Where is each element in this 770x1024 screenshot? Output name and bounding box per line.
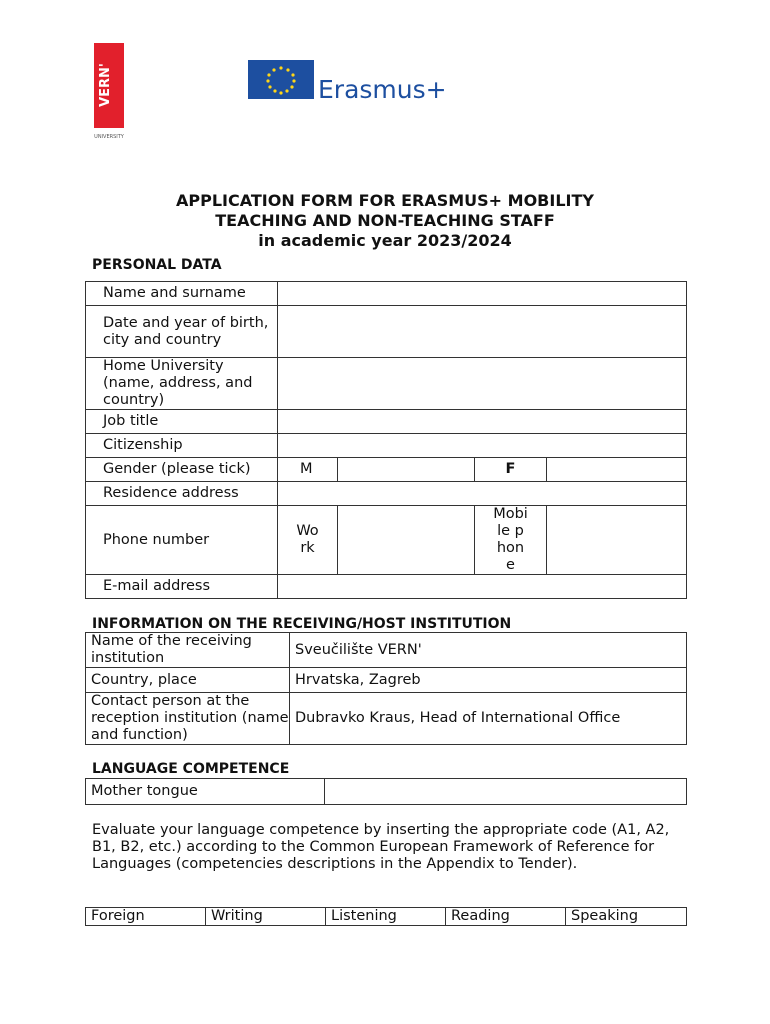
host-contact-value: Dubravko Kraus, Head of International Office [290, 693, 687, 745]
column-writing: Writing [206, 908, 326, 926]
citizenship-field[interactable] [278, 434, 687, 458]
residence-label: Residence address [86, 482, 278, 506]
host-contact-label: Contact person at the reception institution (name and function) [86, 693, 290, 745]
personal-data-table [85, 281, 687, 599]
vern-logo [94, 43, 124, 140]
dob-field[interactable] [278, 306, 687, 358]
phone-work-field[interactable] [338, 506, 475, 575]
gender-f-checkbox[interactable] [547, 458, 687, 482]
personal-data-heading: PERSONAL DATA [92, 257, 222, 273]
gender-label: Gender (please tick) [86, 458, 278, 482]
erasmus-logo-text: Erasmus+ [318, 75, 447, 102]
mother-tongue-table [85, 778, 687, 805]
dob-label: Date and year of birth, city and country [86, 306, 278, 358]
job-title-field[interactable] [278, 410, 687, 434]
host-country-label: Country, place [86, 668, 290, 693]
phone-mobile-field[interactable] [547, 506, 687, 575]
home-university-label: Home University (name, address, and country) [86, 358, 278, 410]
mother-tongue-label: Mother tongue [86, 779, 325, 805]
column-listening: Listening [326, 908, 446, 926]
language-instructions: Evaluate your language competence by inserting the appropriate code (A1, A2, B1, B2, etc.) according to the Common European Framework of Reference for Languages (competencies descriptions in the Appendix to Tender). [92, 822, 670, 872]
home-university-field[interactable] [278, 358, 687, 410]
citizenship-label: Citizenship [86, 434, 278, 458]
title-line-1: APPLICATION FORM FOR ERASMUS+ MOBILITY [176, 191, 594, 210]
name-label: Name and surname [86, 282, 278, 306]
phone-work-label: Work [278, 506, 338, 575]
email-field[interactable] [278, 575, 687, 599]
phone-label: Phone number [86, 506, 278, 575]
host-institution-heading: INFORMATION ON THE RECEIVING/HOST INSTITUTION [92, 616, 512, 632]
title-line-3: in academic year 2023/2024 [258, 231, 512, 250]
gender-f-label: F [475, 458, 547, 482]
name-field[interactable] [278, 282, 687, 306]
host-name-value: Sveučilište VERN' [290, 633, 687, 668]
title-line-2: TEACHING AND NON-TEACHING STAFF [215, 211, 555, 230]
host-name-label: Name of the receiving institution [86, 633, 290, 668]
column-reading: Reading [446, 908, 566, 926]
vern-logo-subtext: UNIVERSITY [94, 134, 124, 140]
erasmus-logo [248, 60, 463, 102]
gender-m-checkbox[interactable] [338, 458, 475, 482]
gender-m-label: M [278, 458, 338, 482]
host-country-value: Hrvatska, Zagreb [290, 668, 687, 693]
column-speaking: Speaking [566, 908, 687, 926]
vern-logo-text: VERN' [98, 63, 113, 107]
phone-mobile-label: Mobile phone [475, 506, 547, 575]
language-levels-table [85, 907, 687, 926]
form-title [60, 191, 710, 251]
mother-tongue-field[interactable] [325, 779, 687, 805]
email-label: E-mail address [86, 575, 278, 599]
residence-field[interactable] [278, 482, 687, 506]
host-institution-table [85, 632, 687, 745]
job-title-label: Job title [86, 410, 278, 434]
language-competence-heading: LANGUAGE COMPETENCE [92, 761, 290, 777]
column-foreign: Foreign [86, 908, 206, 926]
